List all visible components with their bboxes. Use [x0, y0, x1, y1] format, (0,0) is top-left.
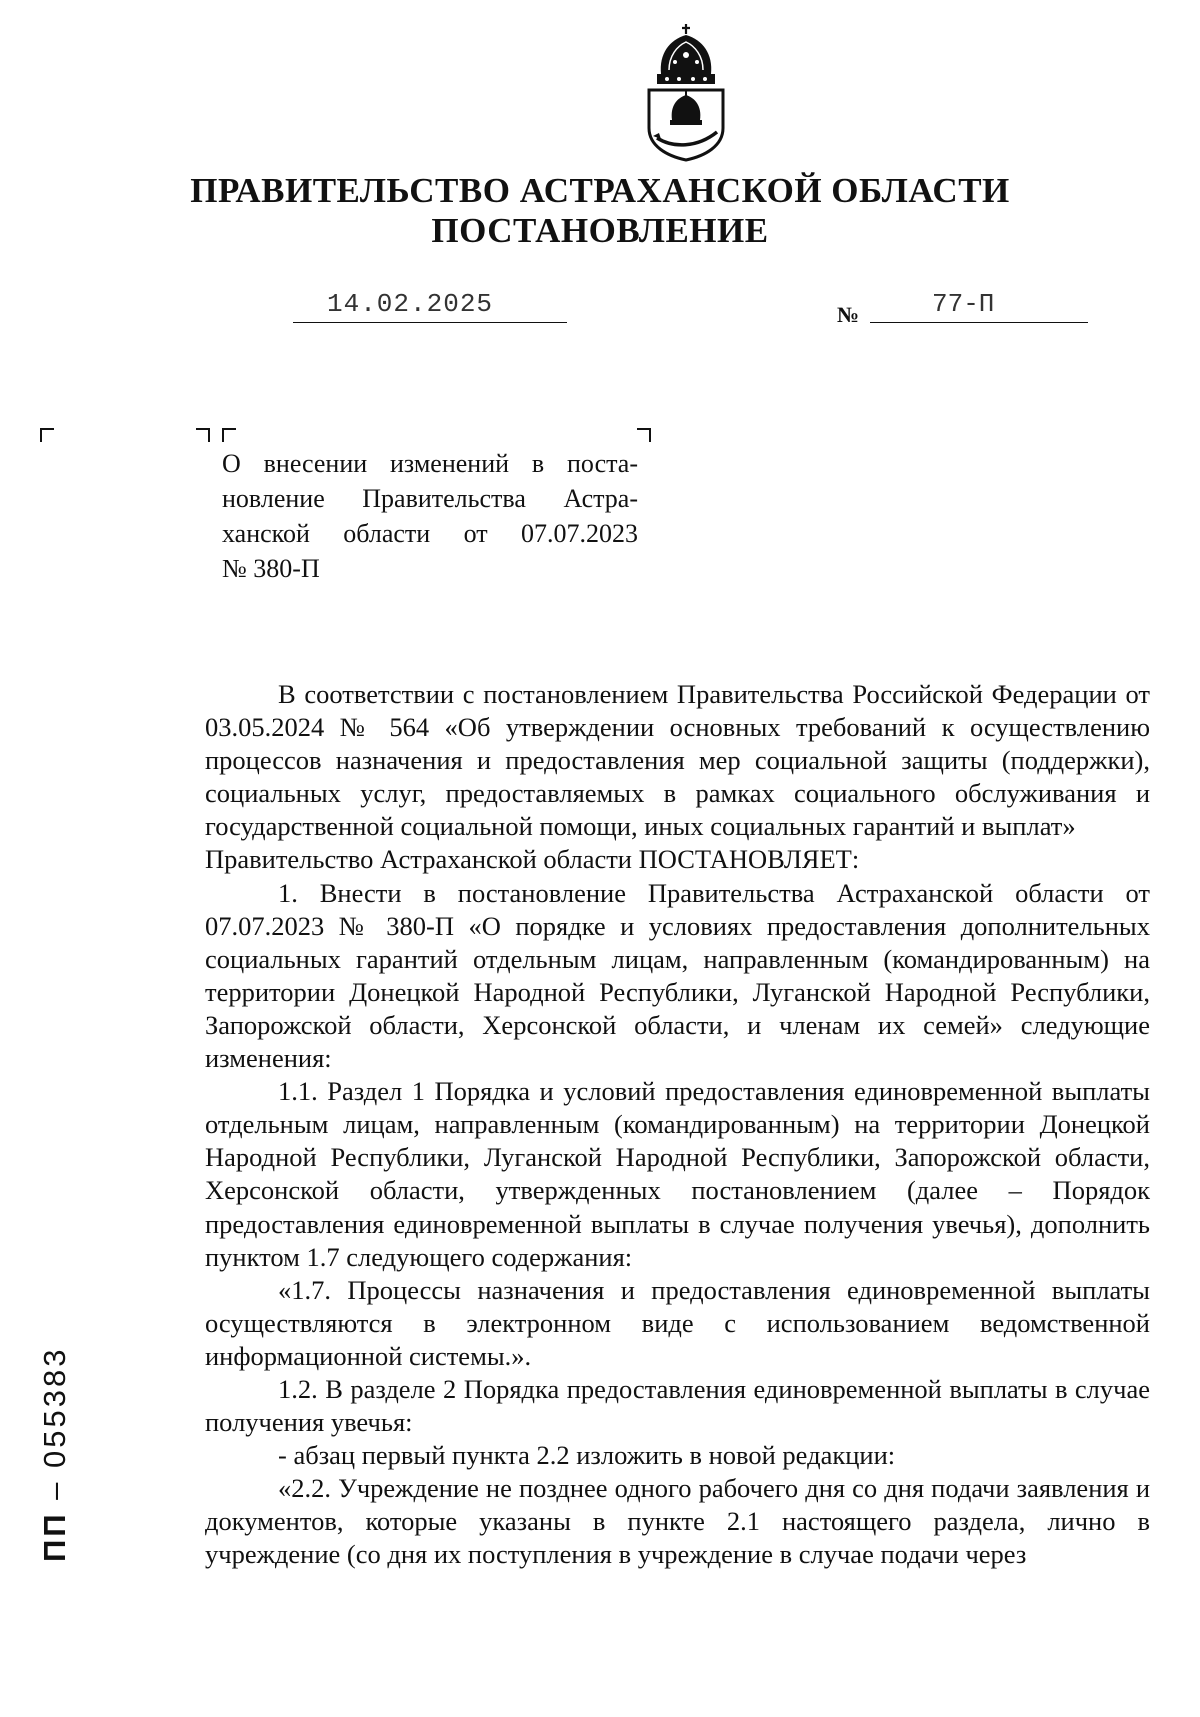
subject-block	[222, 446, 638, 586]
number-sign-label: №	[837, 302, 860, 327]
body-paragraph: 1.1. Раздел 1 Порядка и условий предоставления единовременной выплаты отдельным лицам, направленным (командированным) на территории Донецкой Народной Республики, Луганской Народной Республики, Запорожской области, Херсонской области, утвержденных постановлением (далее – Порядок предоставления единовременной выплаты в случае получения увечья), дополнить пунктом 1.7 следующего содержания:	[205, 1076, 1150, 1272]
body-paragraph: Правительство Астраханской области ПОСТАНОВЛЯЕТ:	[205, 844, 860, 875]
body-paragraph: - абзац первый пункта 2.2 изложить в новой редакции:	[278, 1440, 896, 1471]
coat-of-arms-emblem	[639, 22, 733, 162]
subject-line: О внесении изменений в поста-	[222, 449, 638, 478]
corner-mark	[40, 428, 54, 442]
form-number: – 055383	[37, 1346, 72, 1500]
subject-line: № 380-П	[222, 554, 320, 583]
body-paragraph: «2.2. Учреждение не позднее одного рабочего дня со дня подачи заявления и документов, которые указаны в пункте 2.1 настоящего раздела, лично в учреждение (со дня их поступления в учреждение в случае подачи через	[205, 1473, 1150, 1570]
body-paragraph: «1.7. Процессы назначения и предоставления единовременной выплаты осуществляются в электронном виде с использованием ведомственной информационной системы.».	[205, 1274, 1150, 1371]
doc-type-title: ПОСТАНОВЛЕНИЕ	[431, 211, 769, 250]
subject-line: новление Правительства Астра-	[222, 484, 638, 513]
body-paragraph: 1. Внести в постановление Правительства Астраханской области от 07.07.2023 № 380-П «О порядке и условиях предоставления дополнительных социальных гарантий отдельным лицам, направленным (командированным) на территории Донецкой Народной Республики, Луганской Народной Республики, Запорожской области, Херсонской области, и членам их семей» следующие изменения:	[205, 877, 1150, 1074]
corner-mark	[222, 428, 236, 442]
corner-mark	[637, 428, 651, 442]
doc-date: 14.02.2025	[327, 289, 494, 319]
body-paragraph: 1.2. В разделе 2 Порядка предоставления единовременной выплаты в случае получения увечья:	[205, 1373, 1150, 1438]
document-body	[205, 678, 1150, 1572]
form-serial-number	[37, 1347, 73, 1563]
form-series: ПП	[37, 1511, 72, 1562]
body-paragraph: В соответствии с постановлением Правительства Российской Федерации от 03.05.2024 № 564 «Об утверждении основных требований к осуществлению процессов назначения и предоставления мер социальной защиты (поддержки), социальных услуг, предоставляемых в рамках социального обслуживания и государственной социальной помощи, иных социальных гарантий и выплат»	[205, 679, 1150, 842]
doc-number: 77-П	[932, 289, 995, 319]
org-title: ПРАВИТЕЛЬСТВО АСТРАХАНСКОЙ ОБЛАСТИ	[190, 171, 1010, 210]
subject-line: ханской области от 07.07.2023	[222, 519, 638, 548]
corner-mark	[196, 428, 210, 442]
